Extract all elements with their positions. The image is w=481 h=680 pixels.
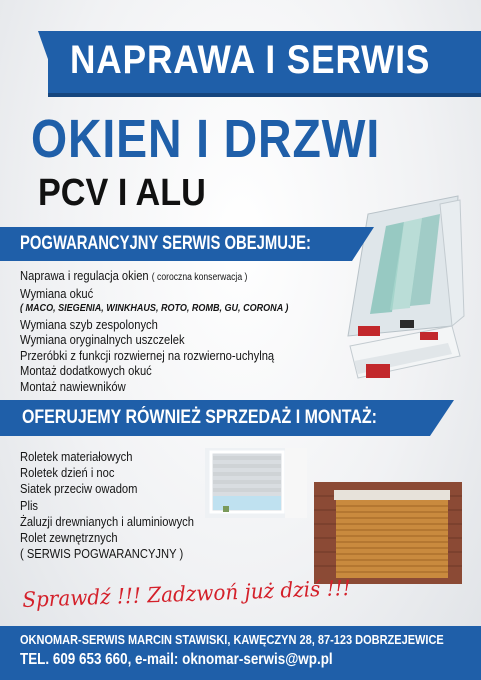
roller-shutter-photo [314, 482, 462, 584]
contact-line: TEL. 609 653 660, e-mail: oknomar-serwis@wp.pl [20, 651, 333, 668]
service-heading-banner-tip [352, 227, 374, 261]
list-item: Plis [20, 497, 39, 513]
list-item: Roletek dzień i noc [20, 465, 115, 481]
list-item-note: ( coroczna konserwacja ) [151, 272, 248, 283]
list-item: Wymiana oryginalnych uszczelek [20, 332, 185, 347]
header-banner-shadow [48, 93, 481, 97]
service-list [20, 268, 332, 394]
list-item: Rolet zewnętrznych [20, 530, 118, 546]
service-heading: POGWARANCYJNY SERWIS OBEJMUJE: [20, 233, 311, 254]
list-item: Wymiana okuć [20, 285, 94, 301]
list-item: Żaluzji drewnianych i aluminiowych [20, 513, 194, 529]
offer-heading-banner-tip [430, 400, 454, 436]
list-item: Przeróbki z funkcji rozwiernej na rozwierno-uchylną [20, 347, 275, 363]
headline-primary: NAPRAWA I SERWIS [70, 38, 431, 82]
offer-heading: OFERUJEMY RÓWNIEŻ SPRZEDAŻ I MONTAŻ: [22, 407, 377, 428]
list-item: Montaż nawiewników [20, 378, 126, 394]
hardware-brands: ( MACO, SIEGENIA, WINKHAUS, ROTO, ROMB, GU, CORONA ) [20, 302, 289, 314]
offer-list [20, 449, 222, 562]
headline-secondary: OKIEN I DRZWI [31, 109, 381, 169]
list-item: Montaż dodatkowych okuć [20, 363, 152, 378]
list-item: Roletek materiałowych [20, 449, 133, 464]
company-address: OKNOMAR-SERWIS MARCIN STAWISKI, KAWĘCZYN 28, 87-123 DOBRZEJEWICE [20, 633, 444, 647]
slogan: Sprawdź !!! Zadzwoń już dziś !!! [22, 575, 352, 612]
roller-blind-photo [205, 448, 307, 518]
list-item: Wymiana szyb zespolonych [20, 316, 158, 332]
window-profile-image [340, 186, 470, 396]
list-item-text: Naprawa i regulacja okien [20, 268, 149, 283]
list-item [20, 268, 288, 286]
list-item: ( SERWIS POGWARANCYJNY ) [20, 546, 184, 562]
list-item: Siatek przeciw owadom [20, 481, 138, 497]
headline-material: PCV I ALU [38, 172, 206, 214]
